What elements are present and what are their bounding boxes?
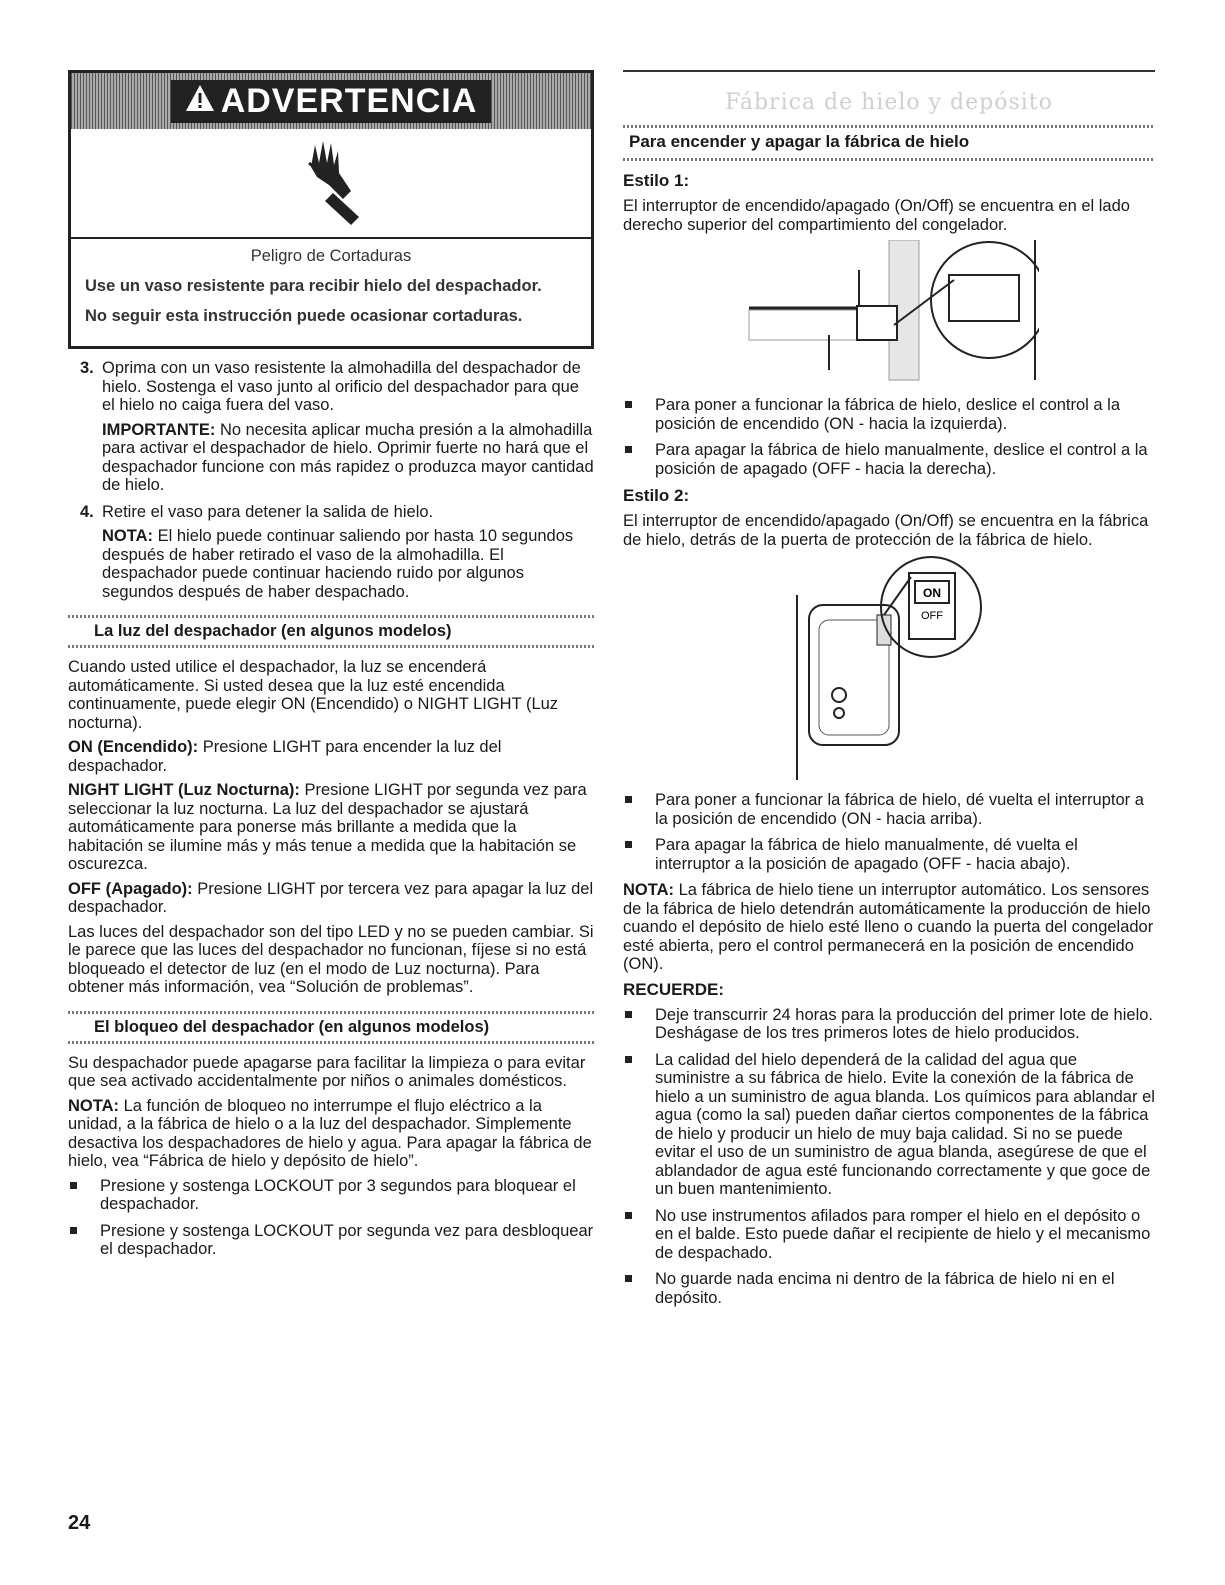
right-column: [623, 70, 1155, 1315]
style1-bullets: [623, 396, 1155, 478]
bullet-square-icon: [625, 841, 632, 848]
style2-bullets: [623, 791, 1155, 873]
note-label: NOTA:: [68, 1096, 120, 1115]
step-note: [102, 421, 594, 495]
bullet-square-icon: [70, 1182, 77, 1189]
remember-bullets: [623, 1006, 1155, 1308]
note-label: NOTA:: [102, 527, 154, 545]
bullet-square-icon: [625, 401, 632, 408]
icemaker-section-title: Fábrica de hielo y depósito: [725, 90, 1053, 115]
bullet-text: Presione y sostenga LOCKOUT por 3 segundos para bloquear el despachador.: [100, 1176, 576, 1213]
warning-box: [68, 70, 594, 349]
section-title: El bloqueo del despachador (en algunos modelos): [94, 1017, 490, 1036]
light-section-header: [68, 615, 594, 648]
term-text: Presione LIGHT por segunda vez para seleccionar la luz nocturna. La luz del despachador se ajustará automáticamente para ponerse más brillante a medida que la habitación se ilumine más y más tenue a medida que la habitación se oscurezca.: [68, 781, 587, 873]
icemaker-subtitle: Para encender y apagar la fábrica de hielo: [629, 132, 970, 151]
divider: [623, 125, 1155, 128]
list-item: [623, 836, 1155, 873]
warning-line-1: Use un vaso resistente para recibir hielo del despachador.: [85, 277, 542, 295]
list-item: [68, 1177, 594, 1214]
style1-text: El interruptor de encendido/apagado (On/Off) se encuentra en el lado derecho superior del compartimiento del congelador.: [623, 197, 1130, 234]
step-text: Oprima con un vaso resistente la almohadilla del despachador de hielo. Sostenga el vaso junto al orificio del despachador para que el hielo no caiga fuera del vaso.: [102, 359, 581, 414]
style2-label: Estilo 2:: [623, 486, 690, 505]
list-item: [623, 1006, 1155, 1043]
bullet-text: No guarde nada encima ni dentro de la fábrica de hielo ni en el depósito.: [655, 1270, 1115, 1307]
style1-switch-illustration: [739, 240, 1039, 390]
list-item: [623, 1051, 1155, 1199]
note-text: El hielo puede continuar saliendo por hasta 10 segundos después de haber retirado el vaso de la almohadilla. El despachador puede continuar haciendo ruido por algunos segundos después de haber despachado.: [102, 527, 574, 601]
divider: [623, 158, 1155, 161]
light-led: Las luces del despachador son del tipo LED y no se pueden cambiar. Si le parece que las luces del despachador no funcionan, fíjese si no está bloqueado el detector de luz (en el modo de Luz nocturna). Para obtener más información, vea “Solución de problemas”.: [68, 922, 594, 996]
bullet-square-icon: [625, 1212, 632, 1219]
bullet-text: No use instrumentos afilados para romper el hielo en el depósito o en el balde. Esto puede dañar el recipiente de hielo y el mecanismo de despachado.: [655, 1206, 1151, 1262]
lock-intro: Su despachador puede apagarse para facilitar la limpieza o para evitar que sea activado accidentalmente por niños o animales domésticos.: [68, 1053, 586, 1090]
term-text: Presione LIGHT para encender la luz del despachador.: [68, 738, 502, 775]
list-item: [623, 1207, 1155, 1263]
warning-triangle-icon: [185, 82, 215, 121]
bullet-square-icon: [625, 1275, 632, 1282]
bullet-text: La calidad del hielo dependerá de la calidad del agua que suministre a su fábrica de hielo. Evite la conexión de la fábrica de hielo a un suministro de agua blanda. Los químicos para ablandar el agua (como la sal) pueden dañar ciertos componentes de la fábrica de hielo y producir un hielo de muy baja calidad. Si no se puede evitar el uso de un suministro de agua blanda, asegúrese de que el ablandador de agua esté funcionando correctamente y que goce de un buen mantenimiento.: [655, 1050, 1155, 1198]
bullet-text: Para poner a funcionar la fábrica de hielo, deslice el control a la posición de encendido (ON - hacia la izquierda).: [655, 396, 1121, 433]
term-label: NIGHT LIGHT (Luz Nocturna):: [68, 781, 300, 799]
step-text: Retire el vaso para detener la salida de hielo.: [102, 502, 434, 521]
remember-label: RECUERDE:: [623, 979, 725, 999]
list-item: [68, 1222, 594, 1259]
switch-off-label: OFF: [921, 610, 943, 622]
bullet-text: Presione y sostenga LOCKOUT por segunda vez para desbloquear el despachador.: [100, 1221, 594, 1258]
warning-title-text: ADVERTENCIA: [220, 81, 478, 120]
left-column: [68, 70, 594, 1267]
list-item: [623, 441, 1155, 478]
note-label: IMPORTANTE:: [102, 420, 216, 439]
style2-text: El interruptor de encendido/apagado (On/Off) se encuentra en la fábrica de hielo, detrás de la puerta de protección de la fábrica de hielo.: [623, 512, 1149, 549]
bullet-square-icon: [625, 446, 632, 453]
note-label: NOTA:: [623, 881, 675, 899]
bullet-text: Deje transcurrir 24 horas para la producción del primer lote de hielo. Deshágase de los tres primeros lotes de hielo producidos.: [655, 1005, 1154, 1042]
warning-title: [171, 80, 492, 123]
section-title: La luz del despachador (en algunos modelos): [94, 622, 452, 640]
note-text: No necesita aplicar mucha presión a la almohadilla para activar el despachador de hielo. Oprimir fuerte no hará que el despachador funcione con más rapidez o produzca mayor cantidad de hielo.: [102, 420, 594, 494]
note-text: La fábrica de hielo tiene un interruptor automático. Los sensores de la fábrica de hielo detendrán automáticamente la producción de hielo cuando el depósito de hielo esté lleno o cuando la puerta del congelador esté abierta, pero el control permanecerá en la posición de encendido (ON).: [623, 881, 1154, 973]
lock-bullets: [68, 1177, 594, 1259]
bullet-square-icon: [625, 1056, 632, 1063]
step-number: 4.: [80, 502, 94, 521]
step-note: [102, 527, 594, 601]
list-item: [623, 396, 1155, 433]
term-label: ON (Encendido):: [68, 738, 199, 756]
light-night: [68, 781, 594, 874]
bullet-text: Para poner a funcionar la fábrica de hielo, dé vuelta el interruptor a la posición de encendido (ON - hacia arriba).: [655, 791, 1144, 828]
list-item: [623, 791, 1155, 828]
lock-section-header: [68, 1011, 594, 1044]
light-off: [68, 880, 594, 917]
step-4: [68, 503, 594, 602]
bullet-text: Para apagar la fábrica de hielo manualmente, deslice el control a la posición de apagado (OFF - hacia la derecha).: [655, 441, 1148, 478]
cut-hazard-figure: [71, 129, 591, 239]
bullet-square-icon: [625, 1011, 632, 1018]
note-text: La función de bloqueo no interrumpe el flujo eléctrico a la unidad, a la fábrica de hielo o a la luz del despachador. Simplemente desactiva los despachadores de hielo y agua. Para apagar la fábrica de hielo, vea “Fábrica de hielo y depósito de hielo”.: [68, 1096, 592, 1170]
term-label: OFF (Apagado):: [68, 879, 193, 898]
lock-note: [68, 1097, 594, 1171]
bullet-square-icon: [625, 796, 632, 803]
list-item: [623, 1270, 1155, 1307]
icemaker-note: [623, 881, 1155, 974]
step-3: [68, 359, 594, 495]
style1-label: Estilo 1:: [623, 171, 690, 190]
cut-hand-icon: [281, 133, 381, 233]
divider: [68, 1041, 594, 1044]
light-intro: Cuando usted utilice el despachador, la luz se encenderá automáticamente. Si usted desea que la luz esté encendida continuamente, puede elegir ON (Encendido) o NIGHT LIGHT (Luz nocturna).: [68, 658, 559, 732]
warning-line-2: No seguir esta instrucción puede ocasionar cortaduras.: [85, 307, 523, 325]
steps-list: [68, 359, 594, 601]
style2-switch-illustration: [779, 555, 999, 785]
switch-on-label: ON: [923, 586, 941, 600]
warning-subtitle: Peligro de Cortaduras: [250, 247, 412, 265]
page-number: 24: [68, 1512, 91, 1534]
divider: [623, 70, 1155, 72]
light-on: [68, 738, 594, 775]
divider: [68, 645, 594, 648]
warning-header: [71, 73, 591, 129]
term-text: Presione LIGHT por tercera vez para apagar la luz del despachador.: [68, 879, 594, 916]
bullet-square-icon: [70, 1227, 77, 1234]
step-number: 3.: [80, 359, 94, 377]
bullet-text: Para apagar la fábrica de hielo manualmente, dé vuelta el interruptor a la posición de apagado (OFF - hacia abajo).: [655, 836, 1078, 873]
